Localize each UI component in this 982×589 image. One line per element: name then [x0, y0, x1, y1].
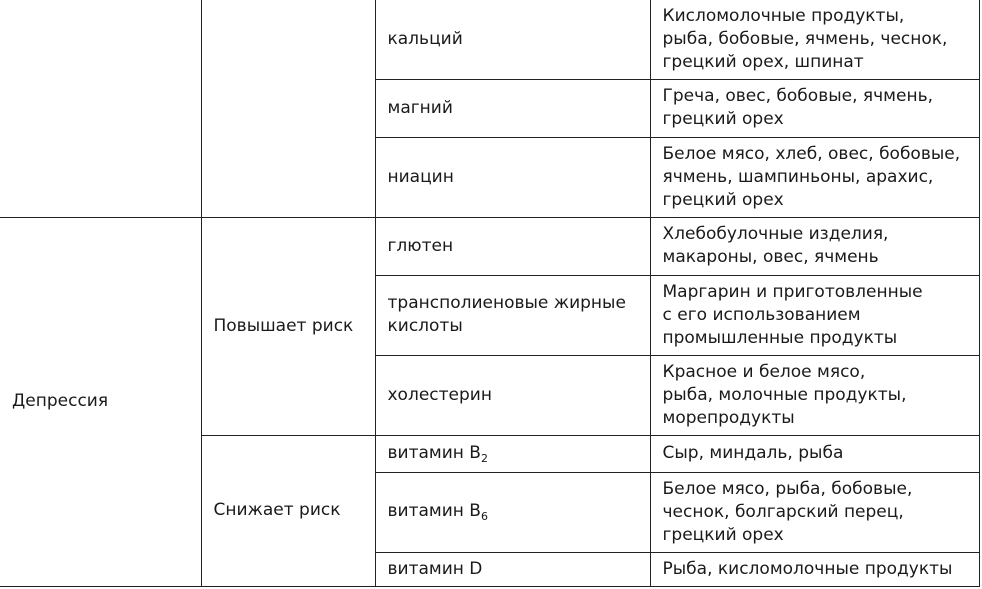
- foods-cell: [650, 552, 979, 586]
- foods-line: промышленные продукты: [662, 327, 898, 348]
- foods-line: грецкий орех: [662, 189, 784, 210]
- nutrient-line: глютен: [387, 235, 454, 256]
- foods-line: Греча, овес, бобовые, ячмень,: [662, 86, 933, 106]
- foods-line: морепродукты: [662, 407, 795, 428]
- table-row: [0, 217, 979, 275]
- nutrient-cell: витамин D: [375, 552, 650, 586]
- foods-line: Рыба, кисломолочные продукты: [662, 558, 953, 579]
- foods-line: Белое мясо, хлеб, овес, бобовые,: [662, 143, 961, 164]
- foods-line: Сыр, миндаль, рыба: [662, 443, 844, 463]
- nutrient-line: кислоты: [387, 316, 463, 336]
- foods-line: с его использованием: [662, 304, 861, 325]
- nutrient-cell: [375, 435, 650, 472]
- foods-line: чеснок, болгарский перец,: [662, 501, 904, 522]
- foods-cell: [650, 472, 979, 552]
- nutrient-cell: ниацин: [375, 137, 650, 217]
- nutrient-cell: [375, 355, 650, 435]
- foods-line: Красное и белое мясо,: [662, 361, 866, 382]
- foods-cell: [650, 137, 979, 217]
- condition-cell: Депрессия: [0, 217, 201, 586]
- foods-line: ячмень, шампиньоны, арахис,: [662, 166, 934, 187]
- foods-cell: [650, 0, 979, 79]
- foods-line: макароны, овес, ячмень: [662, 247, 879, 267]
- foods-line: Маргарин и приготовленные: [662, 281, 923, 302]
- effect-cell: Повышает риск: [201, 217, 375, 435]
- nutrient-cell: [375, 472, 650, 552]
- nutrient-cell: [375, 275, 650, 355]
- table-row: [0, 0, 979, 79]
- foods-cell: [650, 217, 979, 275]
- foods-line: Белое мясо, рыба, бобовые,: [662, 478, 913, 499]
- nutrient-line: трансполиеновые жирные: [387, 293, 626, 313]
- foods-line: грецкий орех: [662, 109, 784, 129]
- vitamin-subscript: 6: [480, 510, 488, 523]
- condition-cell-empty: [0, 0, 201, 217]
- nutrient-cell: кальций: [375, 0, 650, 79]
- effect-cell-empty: [201, 0, 375, 217]
- foods-line: Кисломолочные продукты,: [662, 5, 905, 26]
- vitamin-subscript: 2: [480, 451, 488, 465]
- foods-cell: [650, 435, 979, 472]
- nutrient-cell: [375, 217, 650, 275]
- foods-cell: [650, 275, 979, 355]
- foods-line: рыба, молочные продукты,: [662, 384, 907, 405]
- foods-line: Хлебобулочные изделия,: [662, 224, 889, 244]
- nutrient-name: витамин B: [387, 442, 481, 463]
- foods-line: рыба, бобовые, ячмень, чеснок,: [662, 28, 948, 49]
- nutrient-cell: магний: [375, 79, 650, 137]
- nutrient-name: витамин B: [387, 501, 481, 521]
- nutrient-line: холестерин: [387, 384, 492, 405]
- foods-line: грецкий орех, шпинат: [662, 51, 864, 72]
- foods-cell: [650, 79, 979, 137]
- foods-line: грецкий орех: [662, 524, 784, 545]
- effect-cell: Снижает риск: [201, 435, 375, 586]
- foods-cell: [650, 355, 979, 435]
